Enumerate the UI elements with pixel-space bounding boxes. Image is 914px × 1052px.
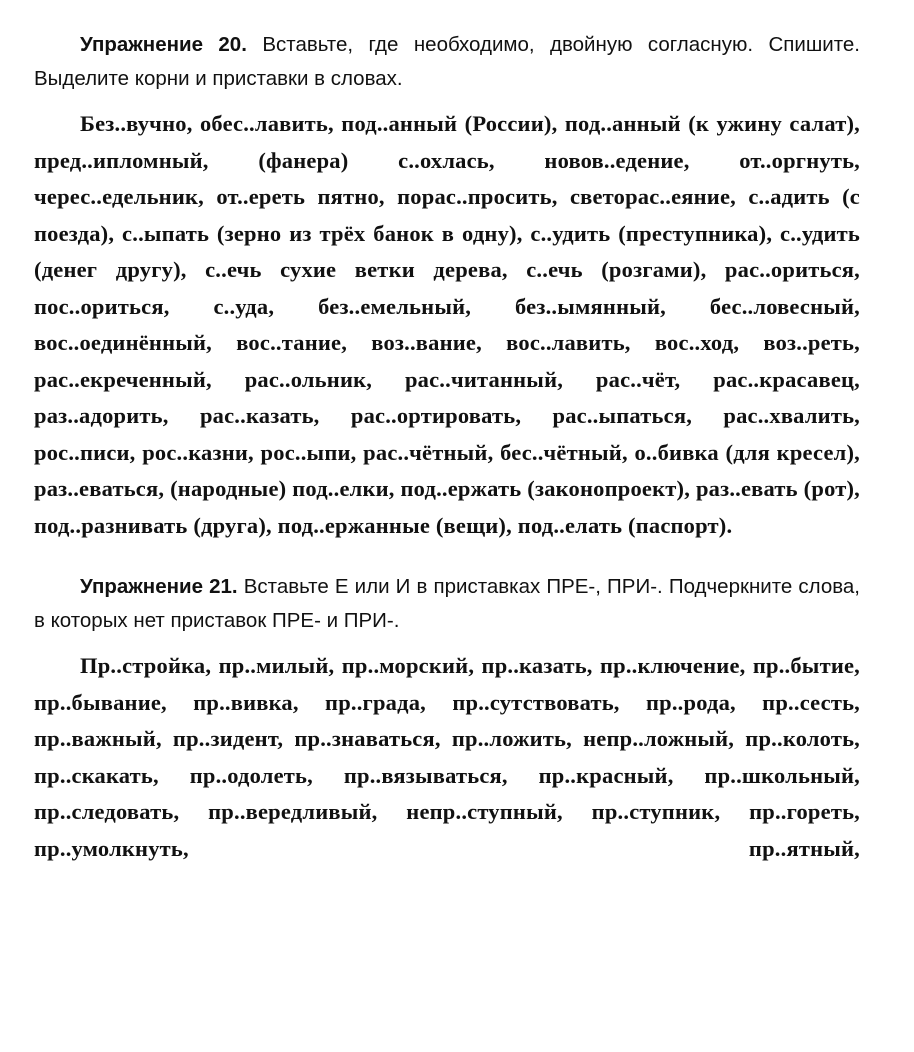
section-gap <box>34 544 860 570</box>
exercise-21-task <box>34 570 860 638</box>
exercise-20-instruction: Вставьте, где необходимо, двойную согласную. Спишите. Выделите корни и приставки в словах. <box>34 33 860 90</box>
exercise-20-task <box>34 28 860 96</box>
exercise-21-words: Пр..стройка, пр..милый, пр..морский, пр..казать, пр..ключение, пр..бытие, пр..бывание, пр..вивка, пр..града, пр..сутствовать, пр..рода, пр..сесть, пр..важный, пр..зидент, пр..знаваться, пр..ложить, непр..ложный, пр..колоть, пр..скакать, пр..одолеть, пр..вязываться, пр..красный, пр..школьный, пр..следовать, пр..вередливый, непр..ступный, пр..ступник, пр..гореть, пр..умолкнуть, пр..ятный, <box>34 653 860 861</box>
exercise-20-number: Упражнение 20. <box>80 33 247 56</box>
exercise-20-words: Без..вучно, обес..лавить, под..анный (России), под..анный (к ужину салат), пред..ипломный, (фанера) с..охлась, новов..едение, от..оргнуть, черес..едельник, от..ереть пятно, порас..просить, светорас..еяние, с..адить (с поезда), с..ыпать (зерно из трёх банок в одну), с..удить (преступника), с..удить (денег другу), с..ечь сухие ветки дерева, с..ечь (розгами), рас..ориться, пос..ориться, с..уда, без..емельный, без..ымянный, бес..ловесный, вос..оединённый, вос..тание, воз..вание, вос..лавить, вос..ход, воз..реть, рас..екреченный, рас..ольник, рас..читанный, рас..чёт, рас..красавец, раз..адорить, рас..казать, рас..ортировать, рас..ыпаться, рас..хвалить, рос..писи, рос..казни, рос..ыпи, рас..чётный, бес..чётный, о..бивка (для кресел), раз..еваться, (народные) под..елки, под..ержать (законопроект), раз..евать (рот), под..разнивать (друга), под..ержанные (вещи), под..елать (паспорт). <box>34 111 860 538</box>
exercise-21-instruction: Вставьте Е или И в приставках ПРЕ-, ПРИ-. Подчеркните слова, в которых нет приставок ПРЕ- и ПРИ-. <box>34 575 860 632</box>
textbook-page <box>34 28 860 867</box>
exercise-21-number: Упражнение 21. <box>80 575 238 598</box>
